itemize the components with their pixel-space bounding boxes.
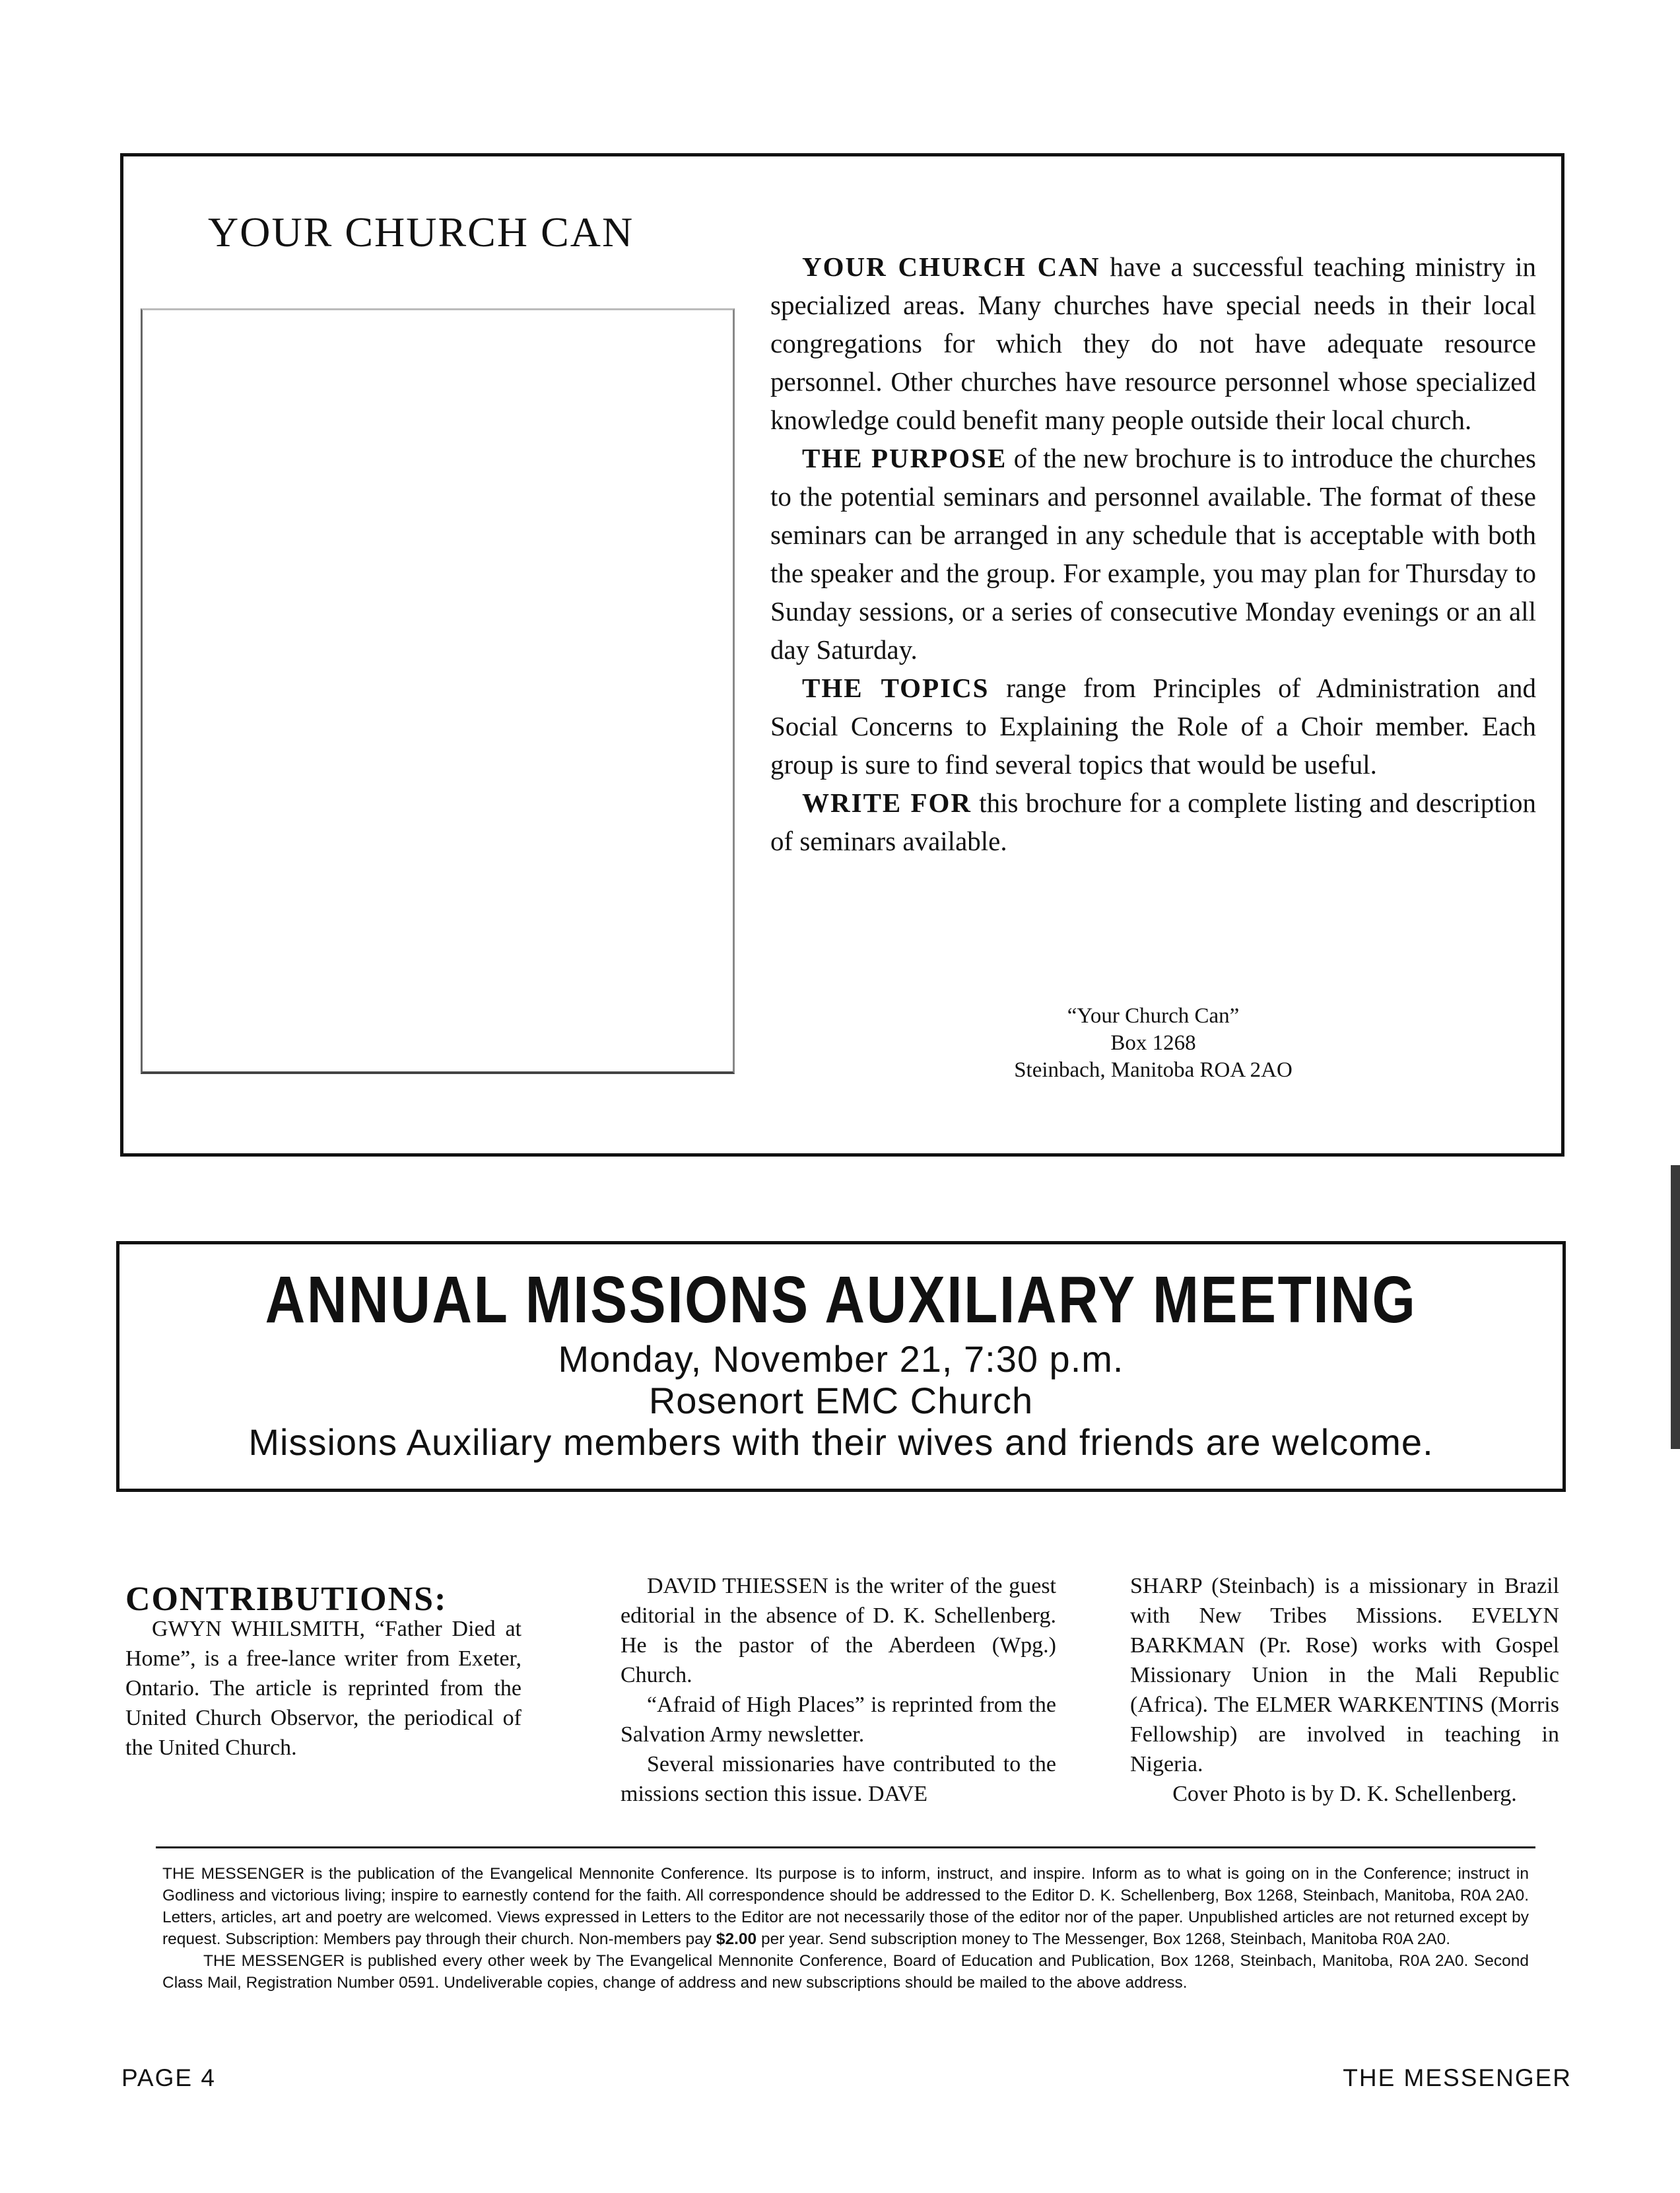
ad-paragraph-text: range from Principles of Administration and Social Concerns to Explaining the Role of a Choir member. Each group is sure to find several topics that would be useful. [770, 673, 1536, 780]
contributions-paragraph: “Afraid of High Places” is reprinted from the Salvation Army newsletter. [621, 1693, 1056, 1747]
scan-edge-mark [1671, 1165, 1680, 1449]
ad-address [770, 1003, 1536, 1084]
masthead [162, 1863, 1529, 1994]
masthead-text: per year. Send subscription money to The Messenger, Box 1268, Steinbach, Manitoba R0A 2A0. [756, 1930, 1451, 1948]
your-church-can-box [120, 153, 1564, 1157]
contributions-column-2 [621, 1571, 1056, 1809]
contributions-paragraph: Several missionaries have contributed to the missions section this issue. DAVE [621, 1752, 1056, 1806]
address-line: Box 1268 [1110, 1031, 1196, 1055]
ad-paragraph-lead: THE PURPOSE [802, 443, 1007, 473]
contributions-paragraph: SHARP (Steinbach) is a missionary in Brazil with New Tribes Missions. EVELYN BARKMAN (Pr. Rose) works with Gospel Missionary Union in the Mali Republic (Africa). The ELMER WARKENTINS (Morris Fellowship) are involved in teaching in Nigeria. [1130, 1574, 1559, 1776]
subscription-price: $2.00 [716, 1930, 757, 1948]
publication-name: THE MESSENGER [1343, 2064, 1572, 2091]
ad-paragraph-lead: THE TOPICS [802, 673, 990, 703]
contributions-paragraph: GWYN WHILSMITH, “Father Died at Home”, is a free-lance writer from Exeter, Ontario. The article is reprinted from the United Church Observor, the periodical of the United Church. [125, 1617, 521, 1760]
ad-paragraph-lead: YOUR CHURCH CAN [802, 252, 1100, 282]
masthead-paragraph [162, 1863, 1529, 1950]
cover-photo-credit: Cover Photo is by D. K. Schellenberg. [1172, 1782, 1517, 1806]
ad-paragraph-text: this brochure for a complete listing and description of seminars available. [770, 788, 1537, 856]
meeting-date: Monday, November 21, 7:30 p.m. [558, 1338, 1124, 1380]
contributions-paragraph: DAVID THIESSEN is the writer of the guest editorial in the absence of D. K. Schellenberg. He is the pastor of the Aberdeen (Wpg.) Church. [621, 1574, 1056, 1687]
meeting-place: Rosenort EMC Church [648, 1380, 1034, 1421]
ad-paragraph [770, 669, 1536, 784]
page-number: PAGE 4 [121, 2064, 216, 2091]
address-line: Steinbach, Manitoba ROA 2AO [1014, 1058, 1293, 1082]
address-line: “Your Church Can” [1067, 1004, 1240, 1028]
contributions-column-1 [125, 1580, 521, 1763]
divider [156, 1846, 1535, 1848]
masthead-paragraph: THE MESSENGER is published every other week by The Evangelical Mennonite Conference, Board of Education and Publication, Box 1268, Steinbach, Manitoba, R0A 2A0. Second Class Mail, Registration Number 0591. Undeliverable copies, change of address and new subscriptions should be mailed to the above address. [162, 1952, 1529, 1992]
contributions-column-3 [1130, 1571, 1559, 1809]
masthead-text: THE MESSENGER is the publication of the Evangelical Mennonite Conference. Its purpose is to inform, instruct, and inspire. Inform as to what is going on in the Conference; instruct in Godliness and victorious living; inspire to earnestly contend for the faith. All correspondence should be addressed to the Editor D. K. Schellenberg, Box 1268, Steinbach, Manitoba, R0A 2A0. Letters, articles, art and poetry are welcomed. Views expressed in Letters to the Editor are not necessarily those of the editor nor of the paper. Unpublished articles are not returned except by request. Subscription: Members pay through their church. Non-members pay [162, 1865, 1529, 1948]
contributions-heading: CONTRIBUTIONS: [125, 1580, 448, 1618]
ad-paragraph-text: have a successful teaching ministry in specialized areas. Many churches have special needs in their local congregations for which they do not have adequate resource personnel. Other churches have resource personnel whose specialized knowledge could benefit many people outside their local church. [770, 252, 1536, 435]
meeting-note: Missions Auxiliary members with their wives and friends are welcome. [248, 1421, 1434, 1463]
ad-paragraph-text: of the new brochure is to introduce the churches to the potential seminars and personnel available. The format of these seminars can be arranged in any schedule that is acceptable with both the speaker and the group. For example, you may plan for Thursday to Sunday sessions, or a series of consecutive Monday evenings or an all day Saturday. [770, 443, 1536, 665]
ad-title: YOUR CHURCH CAN [208, 209, 634, 255]
ad-paragraph [770, 784, 1536, 860]
ad-body [770, 248, 1536, 860]
meeting-announcement-box [116, 1241, 1566, 1492]
ad-paragraph [770, 439, 1536, 669]
photo-placeholder [141, 308, 735, 1074]
meeting-title: ANNUAL MISSIONS AUXILIARY MEETING [265, 1263, 1417, 1337]
ad-paragraph-lead: WRITE FOR [802, 788, 972, 818]
ad-paragraph [770, 248, 1536, 439]
